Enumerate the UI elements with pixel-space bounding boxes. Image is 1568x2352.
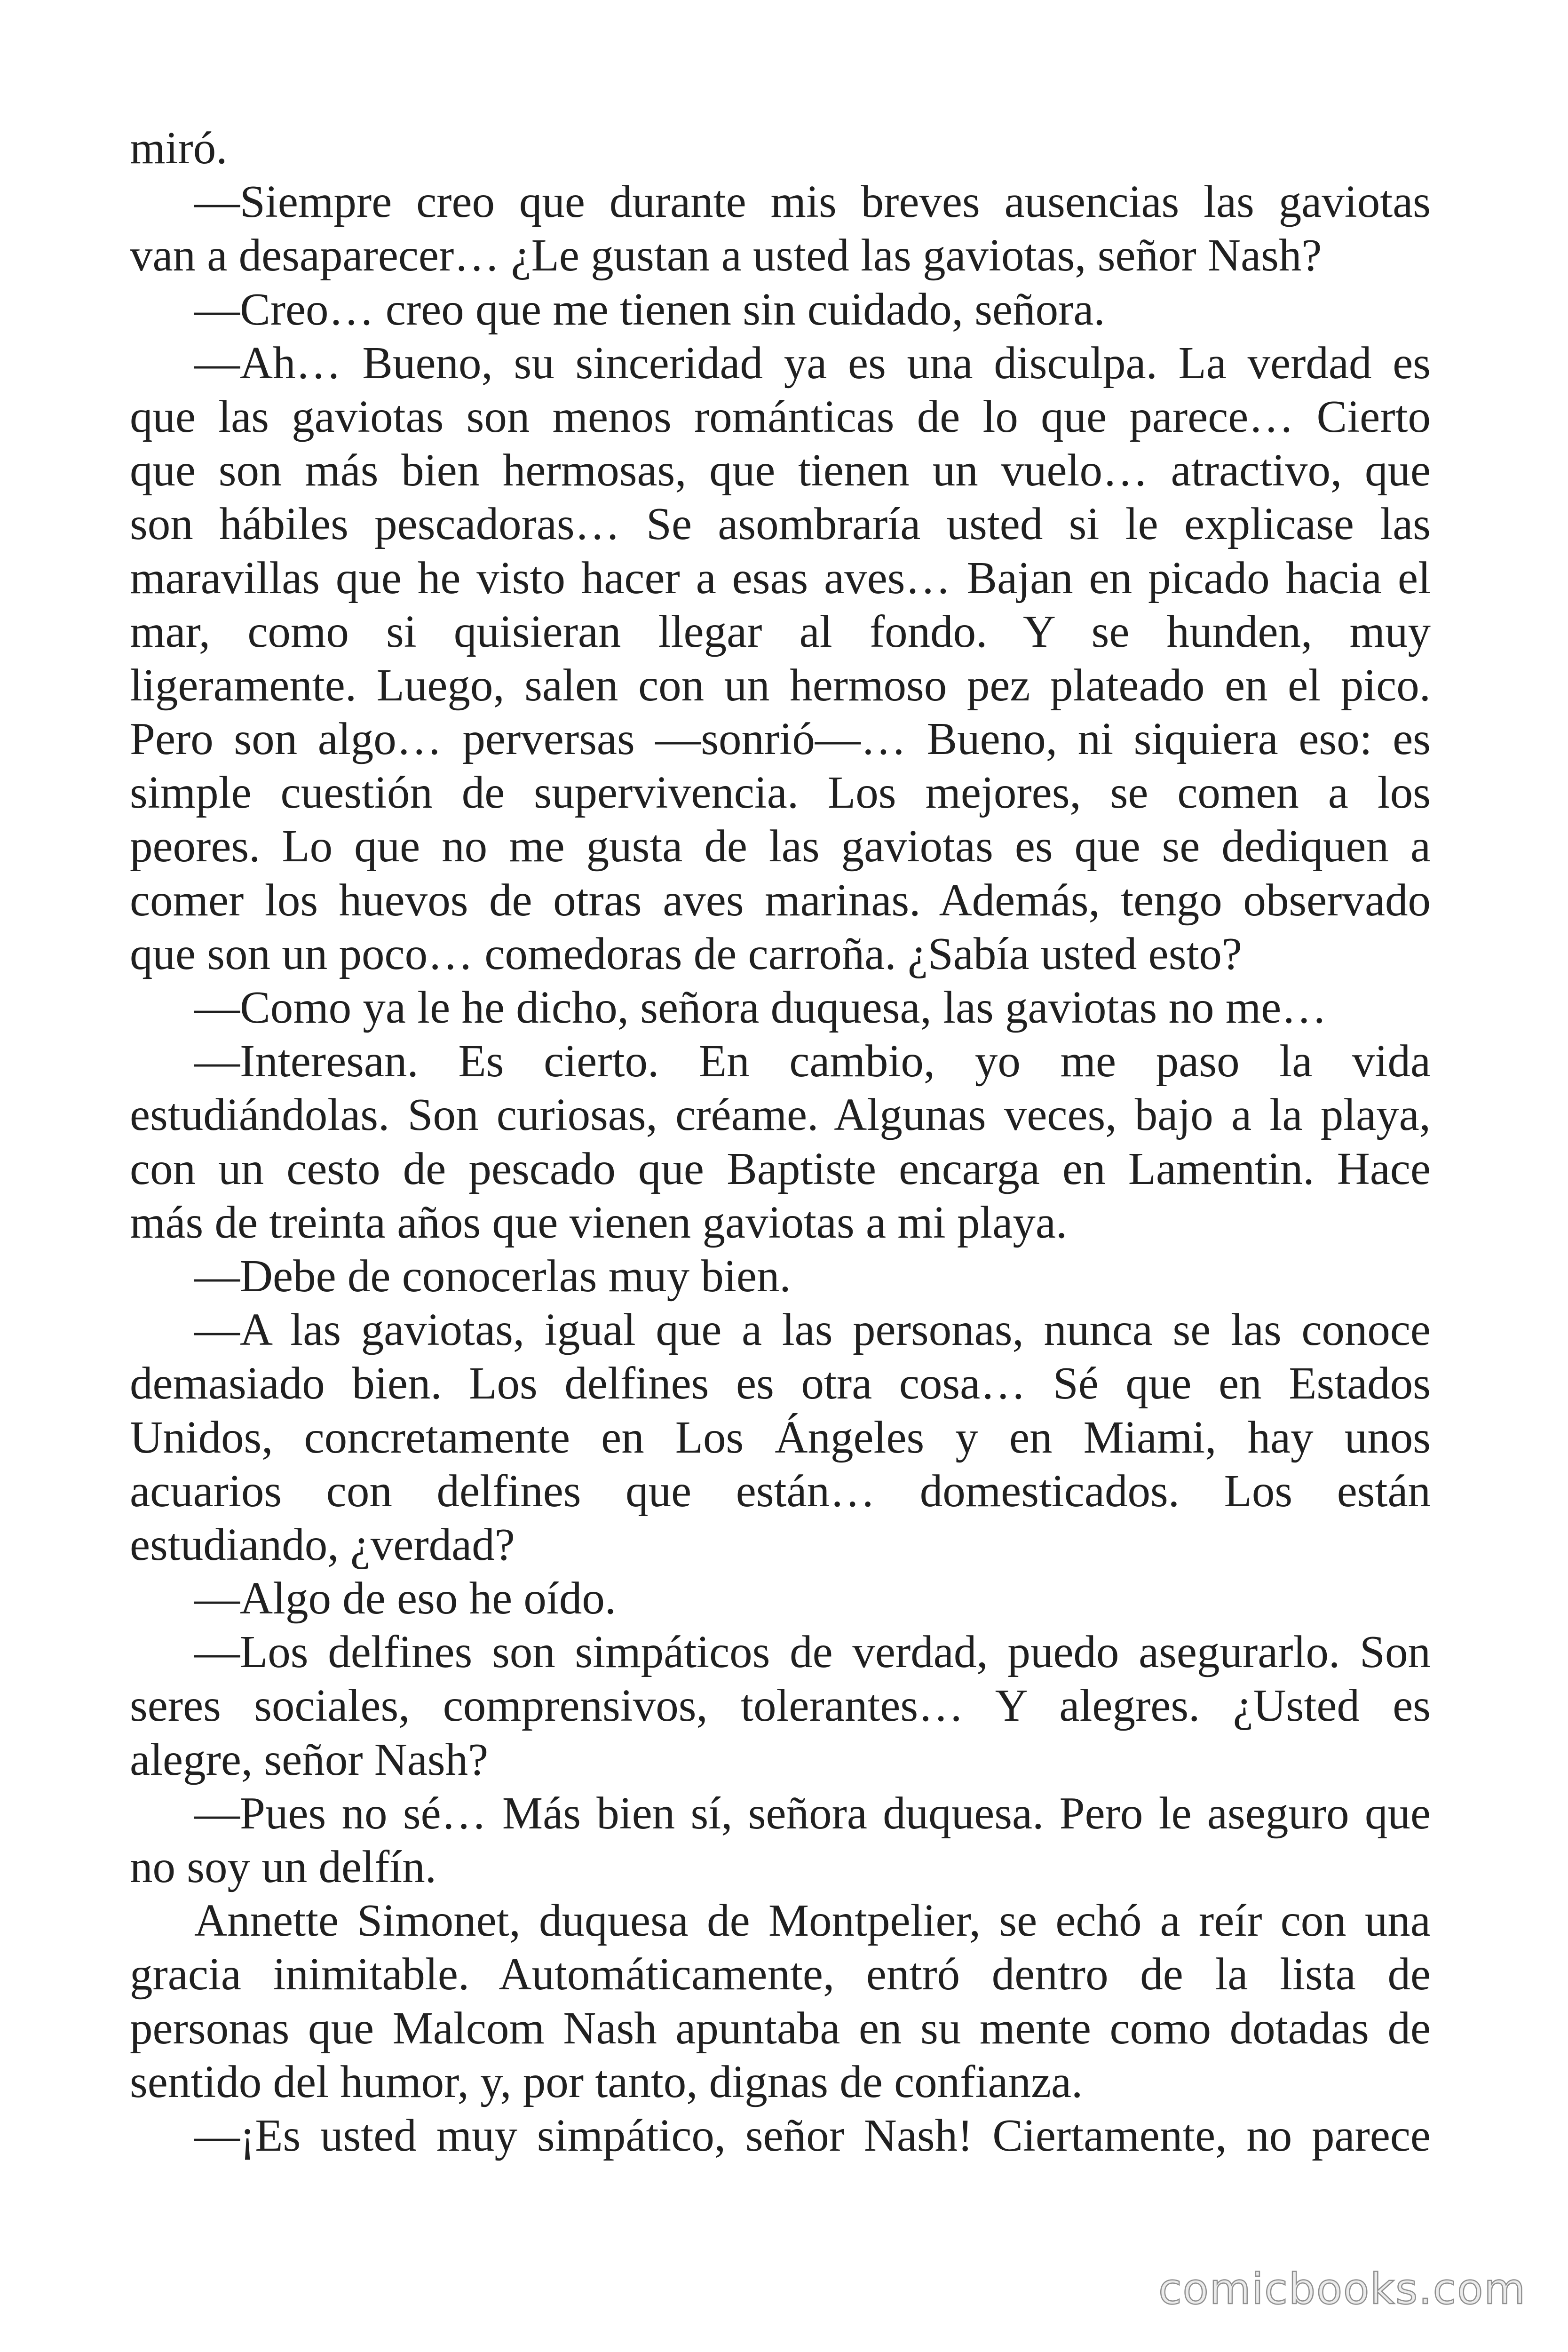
text-line: estudiando, ¿verdad? [130,1519,515,1570]
paragraph [130,1894,1431,2109]
paragraph [130,1787,1431,1894]
text-line: —Siempre creo que durante mis breves ausencias las gaviotas [194,176,1431,227]
text-line: Unidos, concretamente en Los Ángeles y en Miami, hay unos [130,1412,1431,1462]
text-line: —Ah… Bueno, su sinceridad ya es una disculpa. La verdad es [194,337,1431,388]
text-line: que las gaviotas son menos románticas de lo que parece… Cierto [130,391,1431,442]
page-body [130,121,1431,2162]
text-line: sentido del humor, y, por tanto, dignas de confianza. [130,2056,1083,2107]
watermark: comicbooks.com [1158,2265,1526,2314]
text-line: mar, como si quisieran llegar al fondo. Y se hunden, muy [130,606,1431,657]
text-line: —Creo… creo que me tienen sin cuidado, señora. [194,284,1105,334]
text-line: que son más bien hermosas, que tienen un vuelo… atractivo, que [130,445,1431,496]
text-line: son hábiles pescadoras… Se asombraría usted si le explicase las [130,499,1431,549]
text-line: maravillas que he visto hacer a esas aves… Bajan en picado hacia el [130,552,1431,603]
paragraph [130,2109,1431,2162]
text-line: —¡Es usted muy simpático, señor Nash! Ciertamente, no parece [194,2110,1431,2161]
text-line: estudiándolas. Son curiosas, créame. Algunas veces, bajo a la playa, [130,1089,1431,1140]
text-line: —Como ya le he dicho, señora duquesa, las gaviotas no me… [194,982,1327,1033]
text-line: alegre, señor Nash? [130,1734,489,1785]
text-line: con un cesto de pescado que Baptiste encarga en Lamentin. Hace [130,1143,1431,1194]
text-line: que son un poco… comedoras de carroña. ¿Sabía usted esto? [130,928,1242,979]
paragraph [130,1572,1431,1625]
text-line: gracia inimitable. Automáticamente, entró dentro de la lista de [130,1949,1431,2000]
text-line: peores. Lo que no me gusta de las gaviotas es que se dediquen a [130,821,1431,872]
text-line: —A las gaviotas, igual que a las personas, nunca se las conoce [194,1304,1431,1355]
text-line: —Los delfines son simpáticos de verdad, puedo asegurarlo. Son [194,1627,1431,1677]
text-line: comer los huevos de otras aves marinas. Además, tengo observado [130,874,1431,925]
text-line: miró. [130,123,228,173]
paragraph [130,175,1431,282]
paragraph [130,1249,1431,1303]
text-line: no soy un delfín. [130,1842,437,1892]
text-line: —Debe de conocerlas muy bien. [194,1250,791,1301]
text-line: van a desaparecer… ¿Le gustan a usted las gaviotas, señor Nash? [130,230,1322,281]
text-line: —Algo de eso he oído. [194,1573,617,1624]
text-line: personas que Malcom Nash apuntaba en su mente como dotadas de [130,2002,1431,2053]
text-line: demasiado bien. Los delfines es otra cosa… Sé que en Estados [130,1358,1431,1409]
paragraph [130,1034,1431,1249]
text-line: —Interesan. Es cierto. En cambio, yo me paso la vida [194,1036,1431,1087]
paragraph [130,1303,1431,1572]
text-line: simple cuestión de supervivencia. Los mejores, se comen a los [130,767,1431,818]
paragraph-continuation [130,121,1431,175]
text-line: más de treinta años que vienen gaviotas a mi playa. [130,1197,1068,1248]
text-line: Pero son algo… perversas —sonrió—… Bueno, ni siquiera eso: es [130,714,1431,764]
paragraph [130,981,1431,1034]
text-line: seres sociales, comprensivos, tolerantes… Y alegres. ¿Usted es [130,1680,1431,1731]
text-line: —Pues no sé… Más bien sí, señora duquesa. Pero le aseguro que [194,1788,1431,1838]
text-line: Annette Simonet, duquesa de Montpelier, se echó a reír con una [194,1895,1431,1946]
text-line: acuarios con delfines que están… domesticados. Los están [130,1465,1431,1516]
text-line: ligeramente. Luego, salen con un hermoso pez plateado en el pico. [130,660,1431,710]
paragraph [130,283,1431,336]
paragraph [130,336,1431,981]
paragraph [130,1625,1431,1787]
